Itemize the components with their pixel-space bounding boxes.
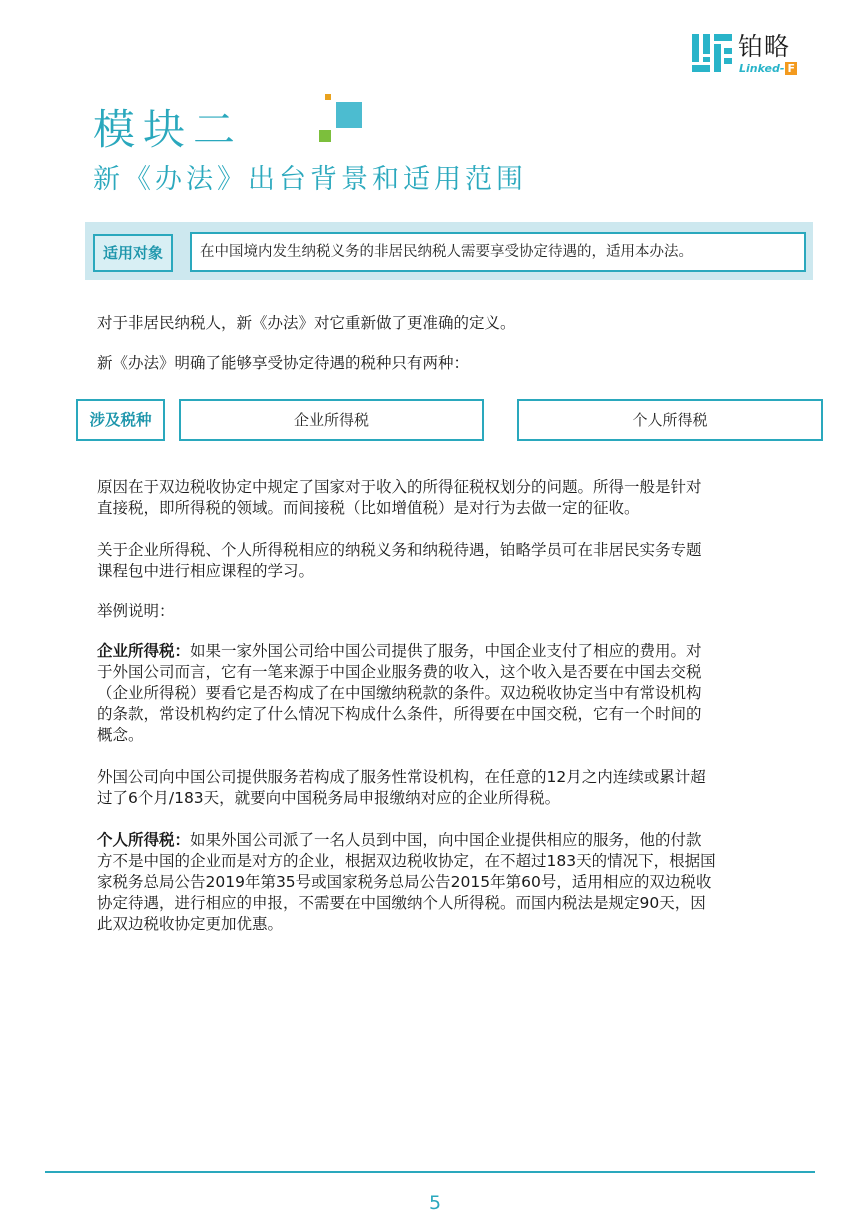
- tax-kinds-label: 涉及税种: [76, 399, 165, 441]
- logo-cn-text: 铂略: [738, 32, 791, 61]
- footer-divider: [45, 1171, 815, 1173]
- paragraph-corporate-line3: （企业所得税）要看它是否构成了在中国缴纳税款的条件。双边税收协定当中有常设机构: [97, 684, 702, 702]
- logo-en-word: Linked-: [739, 62, 785, 75]
- corporate-income-tax-heading: 企业所得税：: [97, 642, 191, 660]
- paragraph-course-line1: 关于企业所得税、个人所得税相应的纳税义务和纳税待遇，铂略学员可在非居民实务专题: [97, 541, 702, 559]
- linkedf-logo-icon: [692, 34, 732, 72]
- paragraph-corporate-line2: 于外国公司而言，它有一笔来源于中国企业服务费的收入，这个收入是否要在中国去交税: [97, 663, 702, 681]
- paragraph-corporate-line5: 概念。: [97, 726, 144, 744]
- paragraph-course-line2: 课程包中进行相应课程的学习。: [97, 562, 315, 580]
- decorative-squares-icon: [318, 94, 366, 144]
- logo-en-text: [739, 62, 797, 75]
- paragraph-tax-types-intro: 新《办法》明确了能够享受协定待遇的税种只有两种：: [97, 354, 470, 372]
- brand-logo: [692, 32, 812, 76]
- paragraph-reason-line2: 直接税，即所得税的领域。而间接税（比如增值税）是对行为去做一定的征收。: [97, 499, 640, 517]
- page-number: 5: [428, 1192, 442, 1214]
- section-subtitle: 新《办法》出台背景和适用范围: [93, 164, 527, 195]
- tax-kind-corporate-income: 企业所得税: [179, 399, 484, 441]
- paragraph-individual-line3: 家税务总局公告2019年第35号或国家税务总局公告2015年第60号，适用相应的双边税收: [97, 873, 712, 891]
- paragraph-reason-line1: 原因在于双边税收协定中规定了国家对于收入的所得征税权划分的问题。所得一般是针对: [97, 478, 702, 496]
- paragraph-individual-line1: [97, 830, 787, 851]
- corporate-line1-text: 如果一家外国公司给中国公司提供了服务，中国企业支付了相应的费用。对: [190, 642, 702, 660]
- tax-kind-individual-income: 个人所得税: [517, 399, 823, 441]
- paragraph-corporate-line1: [97, 641, 787, 662]
- paragraph-corporate-line4: 的条款，常设机构约定了什么情况下构成什么条件，所得要在中国交税，它有一个时间的: [97, 705, 702, 723]
- applicable-text: 在中国境内发生纳税义务的非居民纳税人需要享受协定待遇的，适用本办法。: [190, 232, 806, 272]
- paragraph-service-pe-line1: 外国公司向中国公司提供服务若构成了服务性常设机构，在任意的12月之内连续或累计超: [97, 768, 706, 786]
- paragraph-individual-line5: 此双边税收协定更加优惠。: [97, 915, 284, 933]
- paragraph-individual-line2: 方不是中国的企业而是对方的企业，根据双边税收协定，在不超过183天的情况下，根据国: [97, 852, 716, 870]
- paragraph-definition: 对于非居民纳税人，新《办法》对它重新做了更准确的定义。: [97, 314, 516, 332]
- module-title: 模块二: [93, 105, 244, 154]
- applicable-label: 适用对象: [93, 234, 173, 272]
- paragraph-example-intro: 举例说明：: [97, 602, 175, 620]
- paragraph-individual-line4: 协定待遇，进行相应的申报，不需要在中国缴纳个人所得税。而国内税法是规定90天，因: [97, 894, 706, 912]
- individual-income-tax-heading: 个人所得税：: [97, 831, 191, 849]
- logo-en-badge: F: [787, 62, 795, 75]
- individual-line1-text: 如果外国公司派了一名人员到中国，向中国企业提供相应的服务，他的付款: [190, 831, 702, 849]
- paragraph-service-pe-line2: 过了6个月/183天，就要向中国税务局申报缴纳对应的企业所得税。: [97, 789, 561, 807]
